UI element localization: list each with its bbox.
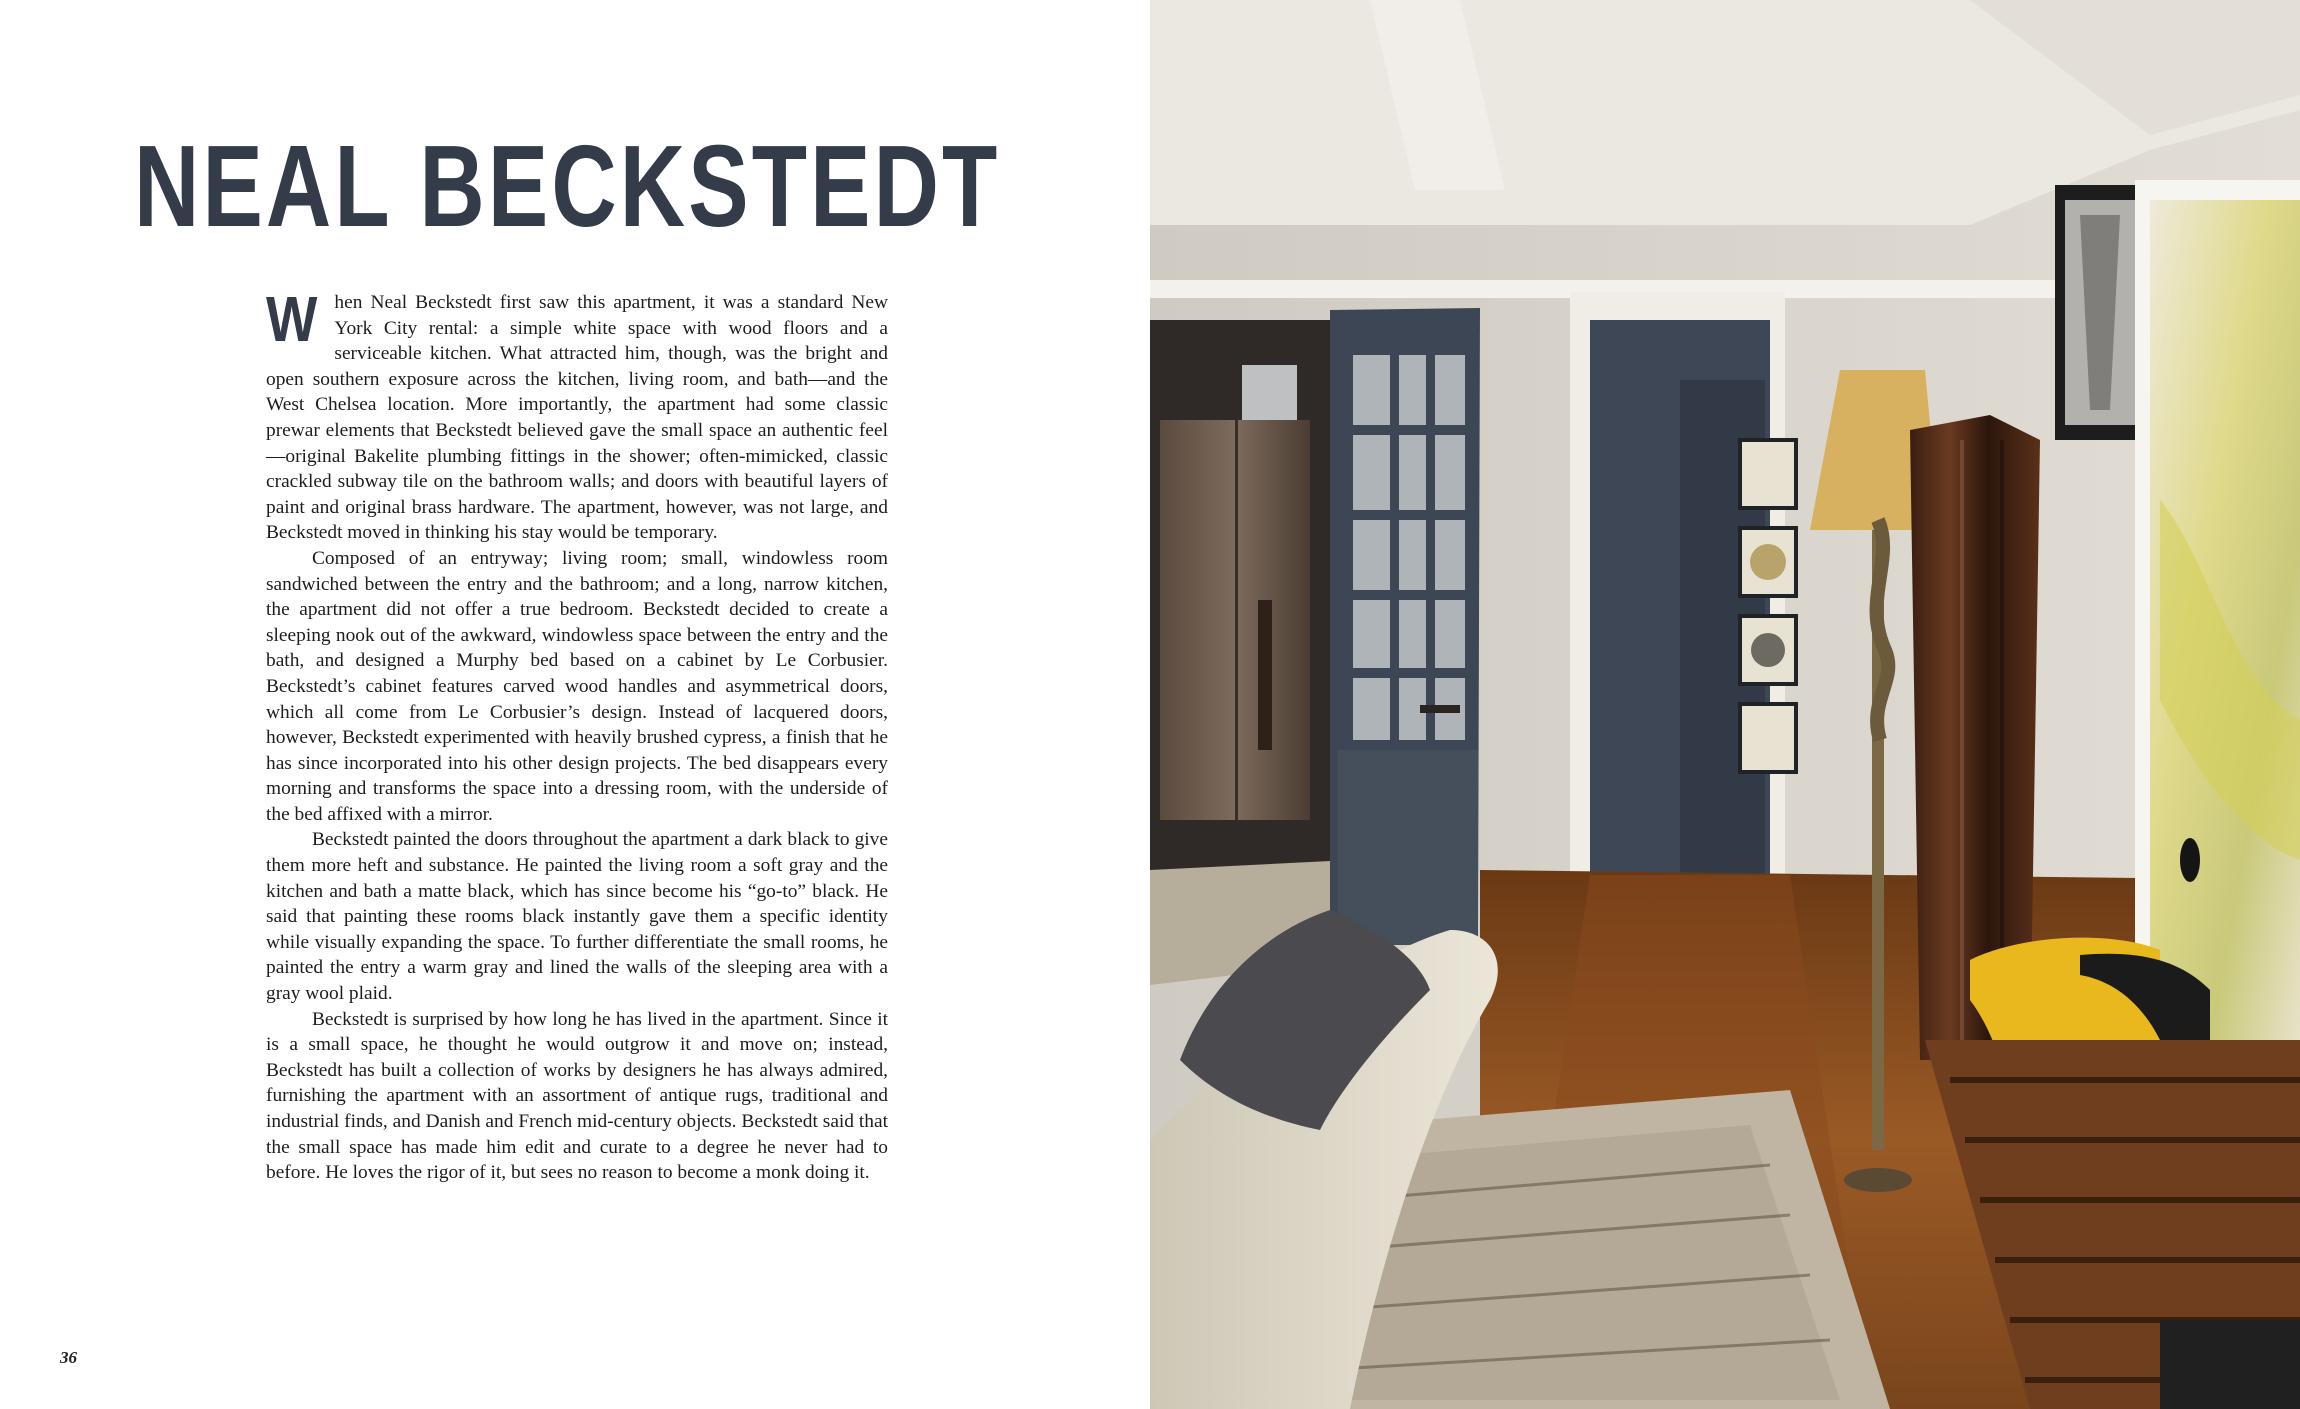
paragraph-1 [266, 283, 888, 546]
paragraph-1-text: hen Neal Beckstedt first saw this apartment, it was a standard New York City rental: a simple white space with wood floors and a serviceable kitchen. What attracted him, though, was the bright and open southern exposure across the kitchen, living room, and bath—and the West Chelsea location. More importantly, the apartment had some classic prewar elements that Beckstedt believed gave the small space an authentic feel—original Bakelite plumbing fittings in the shower; often-mimicked, classic crackled subway tile on the bathroom walls; and doors with beautiful layers of paint and original brass hardware. The apartment, however, was not large, and Beckstedt moved in thinking his stay would be temporary. [266, 292, 888, 544]
interior-photo-icon [1150, 0, 2300, 1409]
article-body [266, 283, 888, 1186]
page-title: NEAL BECKSTEDT [134, 121, 1001, 251]
paragraph-2: Composed of an entryway; living room; small, windowless room sandwiched between the entry and the bathroom; and a long, narrow kitchen, the apartment did not offer a true bedroom. Beckstedt decided to create a sleeping nook out of the awkward, windowless space between the entry and the bath, and designed a Murphy bed based on a cabinet by Le Corbusier. Beckstedt’s cabinet features carved wood handles and asymmetrical doors, which all come from Le Corbusier’s design. Instead of lacquered doors, however, Beckstedt experimented with heavily brushed cypress, a finish that he has since incorporated into his other design projects. The bed disappears every morning and transforms the space into a dressing room, with the underside of the bed affixed with a mirror. [266, 547, 888, 825]
paragraph-4: Beckstedt is surprised by how long he has lived in the apartment. Since it is a small space, he thought he would outgrow it and move on; instead, Beckstedt has built a collection of works by designers he has always admired, furnishing the apartment with an assortment of antique rugs, traditional and industrial finds, and Danish and French mid-century objects. Beckstedt said that the small space has made him edit and curate to a degree he never had to before. He loves the rigor of it, but sees no reason to become a monk doing it. [266, 1008, 888, 1184]
paragraph-3: Beckstedt painted the doors throughout the apartment a dark black to give them more heft and substance. He painted the living room a soft gray and the kitchen and bath a matte black, which has since become his “go-to” black. He said that painting these rooms black instantly gave them a specific identity while visually expanding the space. To further differentiate the small rooms, he painted the entry a warm gray and lined the walls of the sleeping area with a gray wool plaid. [266, 829, 888, 1005]
drop-cap: W [266, 283, 318, 355]
page-number: 36 [60, 1348, 77, 1367]
